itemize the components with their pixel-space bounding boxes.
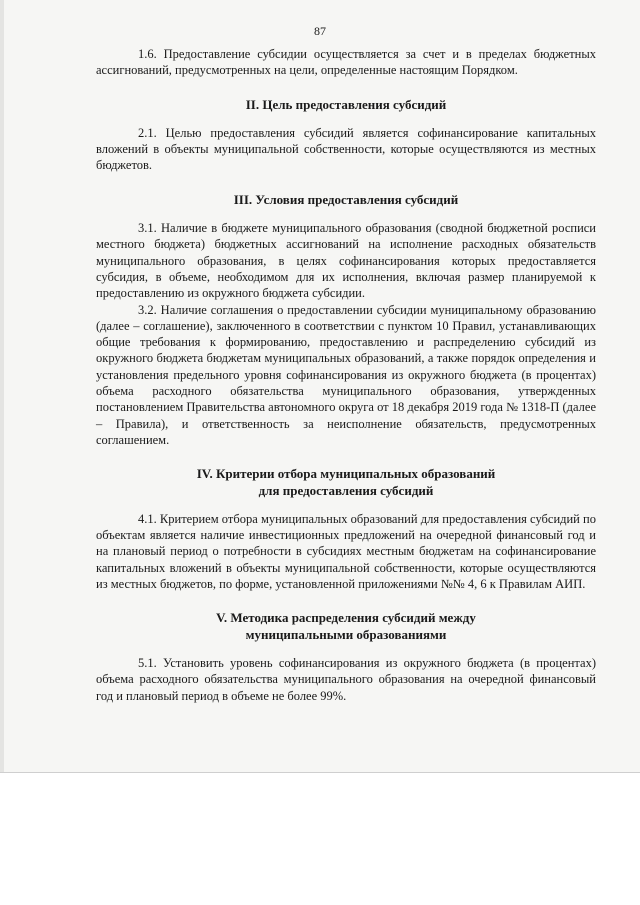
section-heading-5-line1: V. Методика распределения субсидий между: [216, 610, 476, 626]
paragraph-1-6: 1.6. Предоставление субсидии осуществляется за счет и в пределах бюджетных ассигнований, предусмотренных на цели, определенные настоящим Порядком.: [96, 47, 596, 78]
section-heading-4-line1: IV. Критерии отбора муниципальных образований: [196, 466, 496, 482]
paragraph-2-1: 2.1. Целью предоставления субсидий является софинансирование капитальных вложений в объекты муниципальной собственности, которые осуществляются из местных бюджетов.: [96, 125, 596, 173]
section-heading-3: III. Условия предоставления субсидий: [233, 191, 459, 207]
page-number: 87: [314, 24, 326, 38]
section-heading-2: II. Цель предоставления субсидий: [245, 96, 447, 112]
page-edge-shadow: [0, 0, 4, 772]
document-body: [96, 46, 596, 704]
section-heading-4-line2: для предоставления субсидий: [258, 482, 434, 498]
section-heading-5-line2: муниципальными образованиями: [245, 626, 447, 642]
paragraph-3-1: 3.1. Наличие в бюджете муниципального образования (сводной бюджетной росписи местного бюджета) бюджетных ассигнований на исполнение расходных обязательств муниципального образования, в целях софинансирования которых предоставляется субсидия, в объеме, необходимом для их исполнения, включая размер планируемой к предоставлению из окружного бюджета субсидии.: [96, 221, 596, 301]
paragraph-3-2: 3.2. Наличие соглашения о предоставлении субсидии муниципальному образованию (далее – соглашение), заключенного в соответствии с пунктом 10 Правил, устанавливающих общие требования к формированию, предоставлению и распределению субсидий из окружного бюджета бюджетам муниципальных образований, а также порядок определения и установления предельного уровня софинансирования из окружного бюджета (в процентах) объема расходного обязательства муниципального образования, утвержденных постановлением Правительства автономного округа от 18 декабря 2019 года № 1318-П (далее – Правила), и ответственность за неисполнение обязательств, предусмотренных соглашением.: [96, 302, 596, 447]
paragraph-4-1: 4.1. Критерием отбора муниципальных образований для предоставления субсидий по объектам является наличие инвестиционных предложений на очередной финансовый год и на плановый период о потребности в субсидиях местным бюджетам на софинансирование капитальных вложений в объекты муниципальной собственности, которые осуществляются из местных бюджетов, по форме, установленной приложениями №№ 4, 6 к Правилам АИП.: [96, 511, 596, 592]
paragraph-5-1: 5.1. Установить уровень софинансирования из окружного бюджета (в процентах) объема расходного обязательства муниципального образования на очередной финансовый год и плановый период в объеме не более 99%.: [96, 655, 596, 703]
